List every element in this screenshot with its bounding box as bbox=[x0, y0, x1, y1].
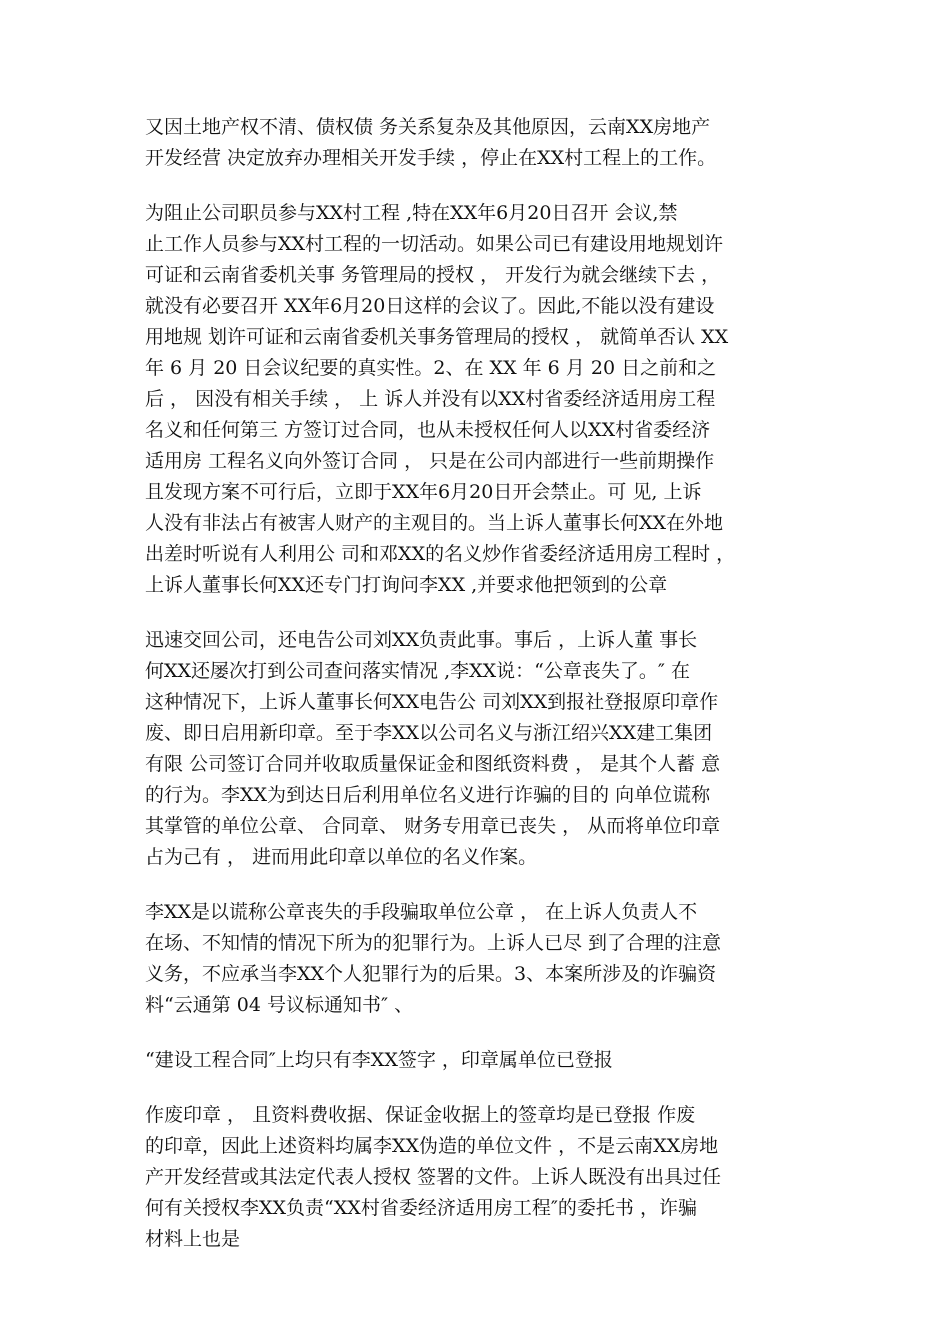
text-line: 有限 公司签订合同并收取质量保证金和图纸资料费 ， 是其个人蓄 意 bbox=[145, 753, 721, 775]
paragraph-1 bbox=[145, 112, 805, 174]
text-line: 又因土地产权不清、债权债 务关系复杂及其他原因，云南XX房地产 bbox=[145, 116, 711, 138]
paragraph-3 bbox=[145, 625, 805, 873]
text-line: 名义和任何第三 方签订过合同，也从未授权任何人以XX村省委经济 bbox=[145, 419, 711, 441]
text-line: 适用房 工程名义向外签订合同 ， 只是在公司内部进行一些前期操作 bbox=[145, 450, 715, 472]
text-line: 占为己有 ， 进而用此印章以单位的名义作案。 bbox=[145, 846, 538, 868]
text-line: 年 6 月 20 日会议纪要的真实性。2、在 XX 年 6 月 20 日之前和之 bbox=[145, 357, 717, 379]
text-line: 上诉人董事长何XX还专门打询问李XX ,并要求他把领到的公章 bbox=[145, 574, 668, 596]
text-line: 何有关授权李XX负责“XX村省委经济适用房工程″的委托书 ，诈骗 bbox=[145, 1197, 697, 1219]
text-line: 为阻止公司职员参与XX村工程 ,特在XX年6月20日召开 会议,禁 bbox=[145, 202, 678, 224]
text-line: 在场、不知情的情况下所为的犯罪行为。上诉人已尽 到了合理的注意 bbox=[145, 932, 722, 954]
text-line: 且发现方案不可行后，立即于XX年6月20日开会禁止。可 见, 上诉 bbox=[145, 481, 702, 503]
paragraph-6 bbox=[145, 1100, 805, 1255]
text-line: 其掌管的单位公章、 合同章、 财务专用章已丧失 ， 从而将单位印章 bbox=[145, 815, 721, 837]
text-line: 用地规 划许可证和云南省委机关事务管理局的授权 ， 就简单否认 XX bbox=[145, 326, 729, 348]
text-line: “建设工程合同″上均只有李XX签字 ，印章属单位已登报 bbox=[145, 1049, 613, 1071]
text-line: 人没有非法占有被害人财产的主观目的。当上诉人董事长何XX在外地 bbox=[145, 512, 724, 534]
text-line: 可证和云南省委机关事 务管理局的授权 ， 开发行为就会继续下去 ， bbox=[145, 264, 721, 286]
text-line: 的行为。李XX为到达日后利用单位名义进行诈骗的目的 向单位谎称 bbox=[145, 784, 711, 806]
text-line: 就没有必要召开 XX年6月20日这样的会议了。因此,不能以没有建设 bbox=[145, 295, 715, 317]
text-line: 开发经营 决定放弃办理相关开发手续 ，停止在XX村工程上的工作。 bbox=[145, 147, 717, 169]
paragraph-5 bbox=[145, 1045, 805, 1076]
text-line: 迅速交回公司，还电告公司刘XX负责此事。事后 ，上诉人董 事长 bbox=[145, 629, 698, 651]
text-line: 义务，不应承当李XX个人犯罪行为的后果。3、本案所涉及的诈骗资 bbox=[145, 963, 717, 985]
text-line: 废、即日启用新印章。至于李XX以公司名义与浙江绍兴XX建工集团 bbox=[145, 722, 713, 744]
paragraph-4 bbox=[145, 897, 805, 1021]
text-line: 出差时听说有人利用公 司和邓XX的名义炒作省委经济适用房工程时 ， bbox=[145, 543, 736, 565]
text-line: 止工作人员参与XX村工程的一切活动。如果公司已有建设用地规划许 bbox=[145, 233, 724, 255]
text-line: 料“云通第 04 号议标通知书″ 、 bbox=[145, 994, 414, 1016]
text-line: 材料上也是 bbox=[145, 1228, 241, 1250]
text-line: 作废印章 ， 且资料费收据、保证金收据上的签章均是已登报 作废 bbox=[145, 1104, 696, 1126]
text-line: 这种情况下，上诉人董事长何XX电告公 司刘XX到报社登报原印章作 bbox=[145, 691, 719, 713]
text-line: 李XX是以谎称公章丧失的手段骗取单位公章 ， 在上诉人负责人不 bbox=[145, 901, 698, 923]
text-line: 产开发经营或其法定代表人授权 签署的文件。上诉人既没有出具过任 bbox=[145, 1166, 722, 1188]
paragraph-2 bbox=[145, 198, 805, 601]
text-line: 后 ， 因没有相关手续 ， 上 诉人并没有以XX村省委经济适用房工程 bbox=[145, 388, 716, 410]
text-line: 何XX还屡次打到公司查问落实情况 ,李XX说：“公章丧失了。″ 在 bbox=[145, 660, 691, 682]
text-line: 的印章，因此上述资料均属李XX伪造的单位文件 ，不是云南XX房地 bbox=[145, 1135, 719, 1157]
document-body bbox=[145, 112, 805, 1255]
